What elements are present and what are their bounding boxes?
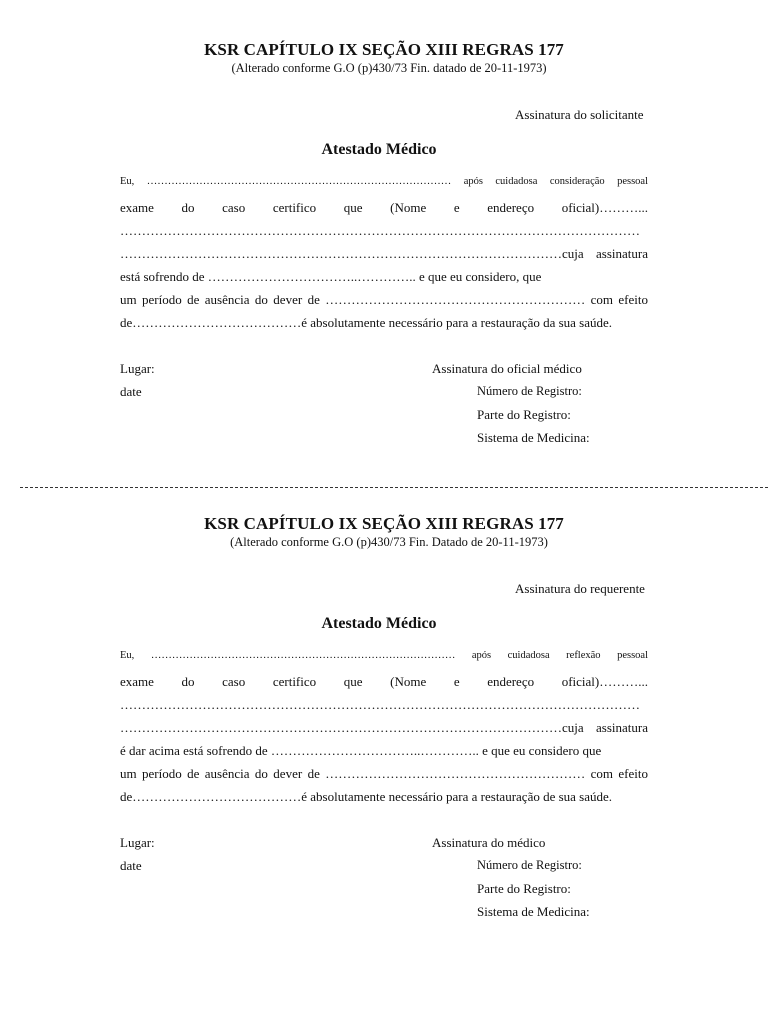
date-label: date [120,858,142,873]
body-line-2: exame do caso certifico que (Nome e endereço oficial)………... [120,200,648,215]
place-label: Lugar: [120,361,155,376]
body-line-3: ………………………………………………………………………………………………………… [120,223,640,238]
officer-signature-label: Assinatura do médico [432,835,546,850]
medicine-system-label: Sistema de Medicina: [477,904,590,919]
medicine-system-label: Sistema de Medicina: [477,430,590,445]
officer-signature-label: Assinatura do oficial médico [432,361,582,376]
registration-part-label: Parte do Registro: [477,881,571,896]
body-line-5: é dar acima está sofrendo de ……………………………..………….. e que eu considero que [120,743,602,758]
form-heading: KSR CAPÍTULO IX SEÇÃO XIII REGRAS 177 [204,40,564,59]
body-line-6: um período de ausência do dever de …………………………………………………… com efeito [120,766,648,781]
applicant-signature-label: Assinatura do solicitante [515,107,644,122]
form-heading: KSR CAPÍTULO IX SEÇÃO XIII REGRAS 177 [204,514,564,533]
body-line-7: de…………………………………é absolutamente necessário para a restauração de sua saúde. [120,789,613,804]
registration-number-label: Número de Registro: [477,858,582,872]
place-label: Lugar: [120,835,155,850]
body-line-6: um período de ausência do dever de …………………………………………………… com efeito [120,292,648,307]
applicant-signature-label: Assinatura do requerente [515,581,645,596]
registration-part-label: Parte do Registro: [477,407,571,422]
body-line-7: de…………………………………é absolutamente necessário para a restauração da sua saúde. [120,315,613,330]
body-line-1: Eu, …………………………………………………………………………… após cuidadosa reflexão pessoal [120,650,648,661]
form-subheading: (Alterado conforme G.O (p)430/73 Fin. Datado de 20-11-1973) [230,535,548,549]
registration-number-label: Número de Registro: [477,384,582,398]
cut-line-divider [20,487,768,488]
body-line-4: …………………………………………………………………………………………cuja assinatura [120,720,648,735]
document-title: Atestado Médico [321,615,437,632]
date-label: date [120,384,142,399]
form-subheading: (Alterado conforme G.O (p)430/73 Fin. datado de 20-11-1973) [231,61,547,75]
body-line-5: está sofrendo de ……………………………..………….. e que eu considero, que [120,269,542,284]
body-line-3: ………………………………………………………………………………………………………… [120,697,640,712]
document-title: Atestado Médico [321,141,437,158]
body-line-2: exame do caso certifico que (Nome e endereço oficial)………... [120,674,648,689]
body-line-4: …………………………………………………………………………………………cuja assinatura [120,246,648,261]
body-line-1: Eu, …………………………………………………………………………… após cuidadosa consideração pessoal [120,176,648,187]
